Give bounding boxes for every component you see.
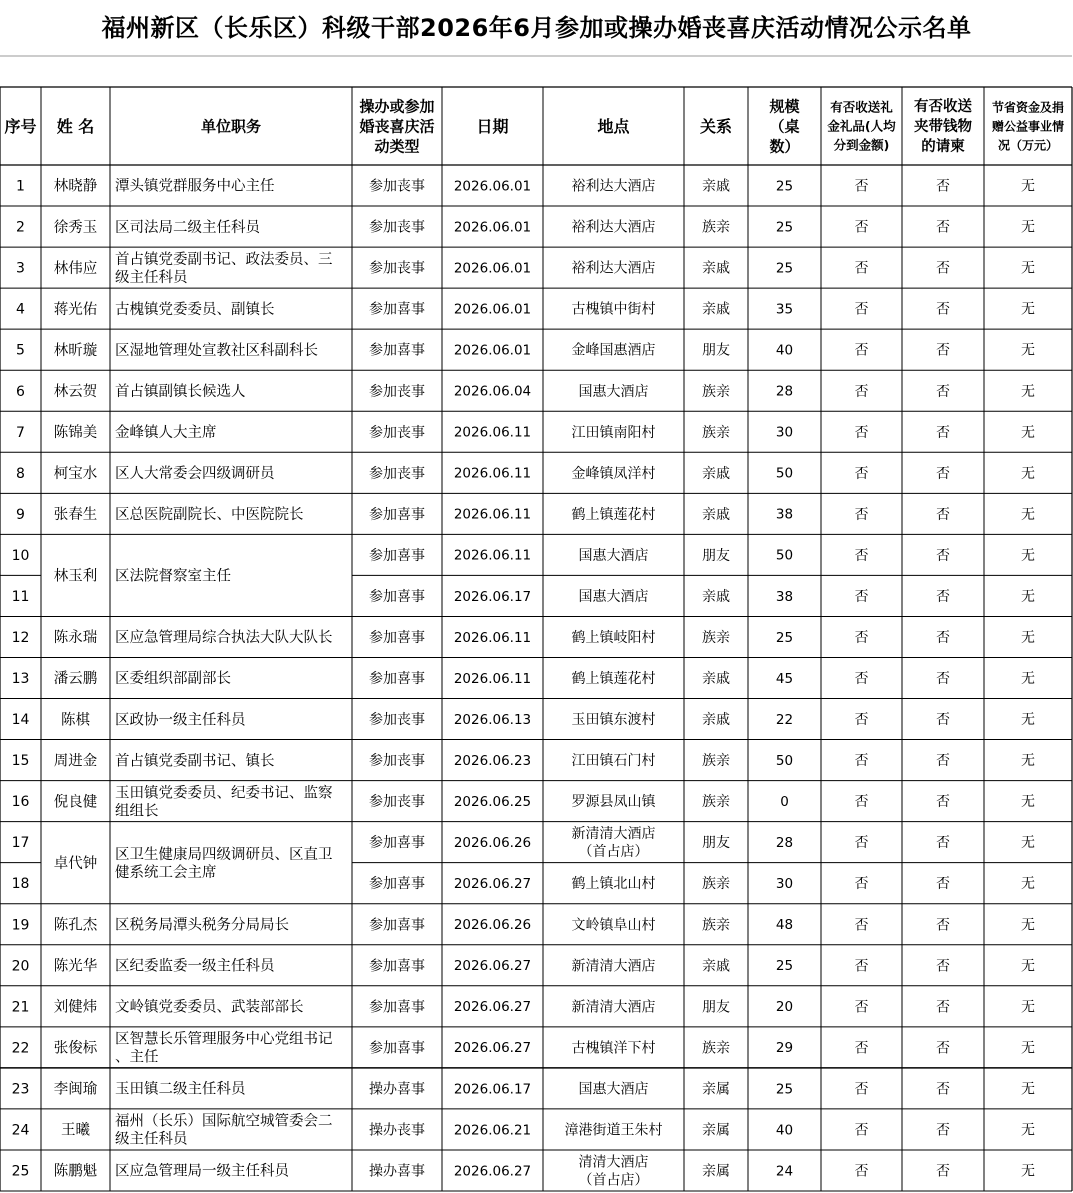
row-request: 否: [936, 712, 950, 729]
row-date: 2026.06.01: [453, 219, 532, 236]
header-seq: 序号: [4, 116, 37, 136]
row-name: 徐秀玉: [53, 219, 98, 236]
row-date: 2026.06.25: [453, 793, 532, 810]
row-seq: 16: [11, 794, 30, 811]
row-place: 清清大酒店（首占店）: [578, 1154, 649, 1189]
row-scale: 25: [775, 958, 794, 975]
row-scale: 38: [775, 506, 794, 523]
row-seq: 15: [11, 753, 30, 770]
row-seq: 2: [16, 219, 25, 236]
row-relation: 亲戚: [702, 588, 730, 605]
row-gift: 否: [854, 712, 869, 729]
row-name: 倪良健: [53, 794, 98, 811]
row-request: 否: [936, 424, 950, 441]
row-scale: 40: [775, 342, 794, 359]
row-place: 古槐镇洋下村: [571, 1040, 656, 1057]
row-relation: 族亲: [702, 630, 730, 646]
row-seq: 9: [16, 506, 25, 523]
row-donation: 无: [1021, 712, 1035, 729]
row-date: 2026.06.17: [453, 588, 532, 605]
row-date: 2026.06.11: [453, 424, 532, 441]
row-position: 文岭镇党委委员、武装部部长: [115, 999, 304, 1016]
row-scale: 29: [775, 1040, 794, 1057]
row-type: 参加丧事: [369, 260, 425, 277]
row-seq: 13: [11, 671, 30, 688]
row-type: 参加喜事: [369, 876, 425, 893]
row-scale: 30: [775, 876, 794, 893]
row-seq: 5: [16, 342, 25, 359]
row-gift: 否: [854, 465, 869, 482]
row-gift: 否: [854, 588, 869, 605]
row-place: 漳港街道王朱村: [564, 1122, 663, 1139]
row-type: 参加喜事: [369, 588, 425, 605]
row-relation: 朋友: [702, 342, 730, 359]
row-donation: 无: [1021, 671, 1035, 688]
row-gift: 否: [854, 630, 869, 646]
row-gift: 否: [854, 219, 869, 236]
row-scale: 0: [780, 793, 789, 810]
row-place: 鹤上镇莲花村: [571, 671, 656, 688]
row-position: 区湿地管理处宣教社区科副科长: [115, 342, 318, 359]
row-type: 参加丧事: [369, 712, 425, 729]
row-place: 鹤上镇莲花村: [571, 506, 656, 523]
row-seq: 11: [11, 588, 30, 605]
row-donation: 无: [1021, 506, 1035, 523]
row-request: 否: [936, 465, 950, 482]
row-scale: 28: [775, 383, 794, 400]
row-scale: 38: [775, 588, 794, 605]
page-title: 福州新区（长乐区）科级干部2026年6月参加或操办婚丧喜庆活动情况公示名单: [101, 14, 972, 42]
row-request: 否: [936, 547, 950, 564]
row-date: 2026.06.01: [453, 342, 532, 359]
row-gift: 否: [854, 1081, 869, 1098]
row-request: 否: [936, 999, 950, 1016]
row-scale: 50: [775, 752, 794, 769]
row-date: 2026.06.11: [453, 547, 532, 564]
row-position: 古槐镇党委委员、副镇长: [115, 301, 275, 318]
row-scale: 40: [775, 1122, 794, 1139]
row-type: 参加丧事: [369, 753, 425, 770]
row-date: 2026.06.27: [453, 1040, 532, 1057]
row-seq: 20: [11, 958, 30, 975]
header-name: 姓 名: [56, 116, 95, 136]
row-request: 否: [936, 671, 950, 688]
row-donation: 无: [1021, 1081, 1035, 1098]
row-gift: 否: [854, 999, 869, 1016]
row-name: 林云贺: [53, 383, 98, 400]
row-seq: 8: [16, 465, 25, 482]
row-place: 文岭镇阜山村: [571, 917, 656, 934]
row-type: 参加喜事: [369, 958, 425, 975]
row-place: 国惠大酒店: [578, 547, 649, 564]
row-position: 区法院督察室主任: [115, 568, 231, 585]
row-name: 柯宝水: [53, 466, 98, 483]
row-type: 参加丧事: [369, 178, 425, 195]
row-type: 操办丧事: [369, 1122, 425, 1139]
row-type: 参加喜事: [369, 342, 425, 359]
row-scale: 25: [775, 629, 794, 646]
row-request: 否: [936, 1122, 950, 1139]
row-position: 区卫生健康局四级调研员、区直卫健系统工会主席: [115, 846, 333, 881]
row-place: 玉田镇东渡村: [571, 712, 656, 729]
row-donation: 无: [1021, 999, 1035, 1016]
row-donation: 无: [1021, 588, 1035, 605]
row-seq: 22: [11, 1040, 30, 1057]
row-relation: 族亲: [702, 1040, 730, 1057]
row-donation: 无: [1021, 219, 1035, 236]
row-gift: 否: [854, 876, 869, 893]
row-date: 2026.06.17: [453, 1081, 532, 1098]
row-name: 林昕璇: [53, 342, 98, 359]
row-position: 区纪委监委一级主任科员: [115, 958, 275, 975]
row-position: 区人大常委会四级调研员: [115, 466, 275, 483]
row-donation: 无: [1021, 876, 1035, 893]
row-relation: 族亲: [702, 876, 730, 893]
row-seq: 6: [16, 383, 25, 400]
row-gift: 否: [854, 506, 869, 523]
row-seq: 24: [11, 1122, 30, 1139]
row-place: 古槐镇中街村: [571, 301, 656, 318]
row-donation: 无: [1021, 465, 1035, 482]
row-type: 参加喜事: [369, 630, 425, 646]
row-request: 否: [936, 835, 950, 852]
row-date: 2026.06.21: [453, 1122, 532, 1139]
row-date: 2026.06.23: [453, 752, 532, 769]
row-donation: 无: [1021, 835, 1035, 852]
row-date: 2026.06.27: [453, 999, 532, 1016]
row-name: 陈孔杰: [53, 917, 98, 934]
row-type: 参加喜事: [369, 671, 425, 688]
row-scale: 25: [775, 1081, 794, 1098]
row-type: 参加喜事: [369, 1040, 425, 1057]
row-scale: 50: [775, 465, 794, 482]
row-request: 否: [936, 506, 950, 523]
row-donation: 无: [1021, 424, 1035, 441]
row-date: 2026.06.11: [453, 506, 532, 523]
row-scale: 22: [775, 711, 794, 728]
row-seq: 3: [16, 260, 25, 277]
row-donation: 无: [1021, 1122, 1035, 1139]
row-position: 区政协一级主任科员: [115, 712, 246, 729]
row-request: 否: [936, 958, 950, 975]
row-gift: 否: [854, 1163, 869, 1180]
row-place: 国惠大酒店: [578, 383, 649, 400]
row-name: 林伟应: [53, 260, 98, 277]
row-gift: 否: [854, 1040, 869, 1057]
row-request: 否: [936, 178, 950, 195]
row-position: 区总医院副院长、中医院院长: [115, 507, 304, 524]
row-place: 江田镇南阳村: [571, 424, 656, 441]
row-seq: 19: [11, 917, 30, 934]
row-donation: 无: [1021, 178, 1035, 195]
row-donation: 无: [1021, 547, 1035, 564]
row-seq: 18: [11, 876, 30, 893]
row-place: 金峰镇凤洋村: [571, 465, 656, 482]
row-name: 陈永瑞: [53, 630, 98, 647]
row-name: 蒋光佑: [53, 301, 98, 318]
header-date: 日期: [476, 116, 509, 136]
row-position: 区司法局二级主任科员: [115, 219, 260, 236]
row-position: 金峰镇人大主席: [115, 424, 217, 441]
row-relation: 亲属: [702, 1081, 730, 1098]
row-gift: 否: [854, 917, 869, 934]
row-scale: 48: [775, 917, 794, 934]
row-relation: 亲属: [702, 1122, 730, 1139]
row-request: 否: [936, 794, 950, 811]
row-gift: 否: [854, 1122, 869, 1139]
row-seq: 14: [11, 712, 30, 729]
row-seq: 21: [11, 999, 30, 1016]
row-name: 张春生: [53, 507, 98, 524]
row-type: 参加喜事: [369, 999, 425, 1016]
row-seq: 1: [16, 178, 25, 195]
row-type: 参加喜事: [369, 301, 425, 318]
row-date: 2026.06.01: [453, 301, 532, 318]
row-relation: 亲戚: [702, 465, 730, 482]
row-request: 否: [936, 876, 950, 893]
row-position: 玉田镇党委委员、纪委书记、监察组组长: [115, 785, 333, 820]
row-date: 2026.06.11: [453, 670, 532, 687]
row-donation: 无: [1021, 630, 1035, 646]
row-position: 区应急管理局综合执法大队大队长: [115, 630, 333, 647]
row-name: 周进金: [53, 753, 98, 770]
header-scale: 规模（桌数）: [769, 97, 800, 156]
row-date: 2026.06.27: [453, 1163, 532, 1180]
row-name: 林晓静: [53, 178, 98, 195]
header-type: 操办或参加婚丧喜庆活动类型: [359, 97, 435, 156]
header-relation: 关系: [699, 116, 733, 136]
row-position: 玉田镇二级主任科员: [115, 1081, 246, 1098]
row-request: 否: [936, 588, 950, 605]
row-relation: 亲戚: [702, 260, 730, 277]
row-seq: 10: [11, 547, 30, 564]
row-relation: 族亲: [702, 383, 730, 400]
row-donation: 无: [1021, 260, 1035, 277]
row-place: 国惠大酒店: [578, 1081, 649, 1098]
row-gift: 否: [854, 260, 869, 277]
row-donation: 无: [1021, 794, 1035, 811]
row-scale: 25: [775, 219, 794, 236]
row-name: 陈锦美: [53, 424, 98, 441]
row-name: 张俊标: [53, 1040, 98, 1057]
row-seq: 4: [16, 301, 25, 318]
row-name: 李闽瑜: [53, 1081, 98, 1098]
row-position: 首占镇党委副书记、镇长: [115, 753, 275, 770]
row-relation: 亲戚: [702, 712, 730, 729]
row-scale: 30: [775, 424, 794, 441]
row-request: 否: [936, 383, 950, 400]
row-place: 裕利达大酒店: [571, 219, 656, 236]
row-donation: 无: [1021, 301, 1035, 318]
header-donation: 节省资金及捐赠公益事业情况（万元）: [991, 100, 1065, 153]
row-type: 操办喜事: [369, 1163, 425, 1180]
row-name: 陈鹏魁: [53, 1163, 98, 1180]
row-name: 林玉利: [53, 568, 98, 585]
header-request: 有否收送夹带钱物的请柬: [914, 99, 972, 156]
row-place: 国惠大酒店: [578, 588, 649, 605]
row-gift: 否: [854, 424, 869, 441]
row-type: 参加喜事: [369, 835, 425, 852]
row-scale: 28: [775, 835, 794, 852]
header-gift: 有否收送礼金礼品(人均分到金额): [827, 99, 896, 153]
row-relation: 亲戚: [702, 506, 730, 523]
row-place: 鹤上镇岐阳村: [571, 630, 656, 646]
row-name: 卓代钟: [53, 855, 98, 872]
row-scale: 50: [775, 547, 794, 564]
row-relation: 朋友: [702, 999, 730, 1016]
row-type: 参加丧事: [369, 219, 425, 236]
row-relation: 亲戚: [702, 958, 730, 975]
row-gift: 否: [854, 301, 869, 318]
row-place: 新清清大酒店（首占店）: [571, 826, 656, 861]
row-date: 2026.06.01: [453, 260, 532, 277]
row-gift: 否: [854, 958, 869, 975]
row-relation: 亲属: [702, 1163, 730, 1180]
row-scale: 20: [775, 999, 794, 1016]
row-request: 否: [936, 917, 950, 934]
row-place: 新清清大酒店: [571, 958, 656, 975]
row-type: 操办喜事: [369, 1081, 425, 1098]
row-place: 鹤上镇北山村: [571, 876, 656, 893]
row-relation: 亲戚: [702, 301, 730, 318]
row-relation: 亲戚: [702, 671, 730, 688]
header-place: 地点: [597, 116, 630, 136]
row-request: 否: [936, 219, 950, 236]
row-gift: 否: [854, 547, 869, 564]
row-seq: 25: [11, 1163, 30, 1180]
row-position: 首占镇副镇长候选人: [115, 383, 246, 400]
row-relation: 族亲: [702, 424, 730, 441]
row-donation: 无: [1021, 1163, 1035, 1180]
row-seq: 12: [11, 630, 30, 646]
row-donation: 无: [1021, 1040, 1035, 1057]
row-donation: 无: [1021, 917, 1035, 934]
row-relation: 族亲: [702, 219, 730, 236]
header-position: 单位职务: [200, 117, 262, 136]
row-relation: 朋友: [702, 835, 730, 852]
row-request: 否: [936, 630, 950, 646]
row-request: 否: [936, 260, 950, 277]
row-gift: 否: [854, 794, 869, 811]
row-type: 参加丧事: [369, 383, 425, 400]
row-date: 2026.06.26: [453, 917, 532, 934]
row-position: 首占镇党委副书记、政法委员、三级主任科员: [115, 251, 333, 286]
row-position: 区应急管理局一级主任科员: [115, 1163, 289, 1180]
row-position: 区委组织部副部长: [115, 671, 231, 688]
row-date: 2026.06.11: [453, 629, 532, 646]
row-name: 刘健炜: [53, 999, 98, 1016]
row-donation: 无: [1021, 383, 1035, 400]
row-name: 王曦: [61, 1122, 90, 1139]
row-date: 2026.06.13: [453, 711, 532, 728]
row-seq: 17: [11, 835, 30, 852]
row-date: 2026.06.04: [453, 383, 532, 400]
row-type: 参加丧事: [369, 794, 425, 811]
row-place: 裕利达大酒店: [571, 260, 656, 277]
row-gift: 否: [854, 753, 869, 770]
row-scale: 25: [775, 260, 794, 277]
row-scale: 25: [775, 178, 794, 195]
row-donation: 无: [1021, 342, 1035, 359]
row-donation: 无: [1021, 958, 1035, 975]
row-name: 陈光华: [53, 958, 98, 975]
row-date: 2026.06.26: [453, 835, 532, 852]
row-seq: 7: [16, 424, 25, 441]
row-relation: 族亲: [702, 794, 730, 811]
row-place: 罗源县凤山镇: [571, 794, 656, 811]
row-place: 江田镇石门村: [571, 753, 656, 770]
row-relation: 朋友: [702, 547, 730, 564]
row-position: 区税务局潭头税务分局局长: [115, 917, 289, 934]
row-date: 2026.06.11: [453, 465, 532, 482]
row-gift: 否: [854, 178, 869, 195]
row-scale: 45: [775, 670, 794, 687]
row-request: 否: [936, 753, 950, 770]
row-name: 潘云鹏: [53, 671, 98, 688]
row-date: 2026.06.01: [453, 178, 532, 195]
row-type: 参加丧事: [369, 465, 425, 482]
row-type: 参加喜事: [369, 506, 425, 523]
row-date: 2026.06.27: [453, 958, 532, 975]
row-request: 否: [936, 301, 950, 318]
row-place: 金峰国惠酒店: [571, 342, 656, 359]
row-gift: 否: [854, 383, 869, 400]
row-date: 2026.06.27: [453, 876, 532, 893]
row-scale: 24: [775, 1163, 794, 1180]
row-request: 否: [936, 1081, 950, 1098]
row-position: 区智慧长乐管理服务中心党组书记、主任: [115, 1031, 333, 1066]
row-seq: 23: [11, 1081, 30, 1098]
row-request: 否: [936, 1163, 950, 1180]
row-gift: 否: [854, 671, 869, 688]
row-scale: 35: [775, 301, 794, 318]
row-name: 陈棋: [61, 712, 90, 729]
row-type: 参加喜事: [369, 547, 425, 564]
row-type: 参加丧事: [369, 424, 425, 441]
row-position: 潭头镇党群服务中心主任: [115, 178, 275, 195]
row-place: 新清清大酒店: [571, 999, 656, 1016]
row-relation: 亲戚: [702, 178, 730, 195]
row-gift: 否: [854, 342, 869, 359]
row-donation: 无: [1021, 753, 1035, 770]
row-position: 福州（长乐）国际航空城管委会二级主任科员: [115, 1113, 333, 1148]
row-request: 否: [936, 1040, 950, 1057]
row-request: 否: [936, 342, 950, 359]
row-gift: 否: [854, 835, 869, 852]
row-relation: 族亲: [702, 917, 730, 934]
row-relation: 族亲: [702, 753, 730, 770]
row-place: 裕利达大酒店: [571, 178, 656, 195]
row-type: 参加喜事: [369, 917, 425, 934]
